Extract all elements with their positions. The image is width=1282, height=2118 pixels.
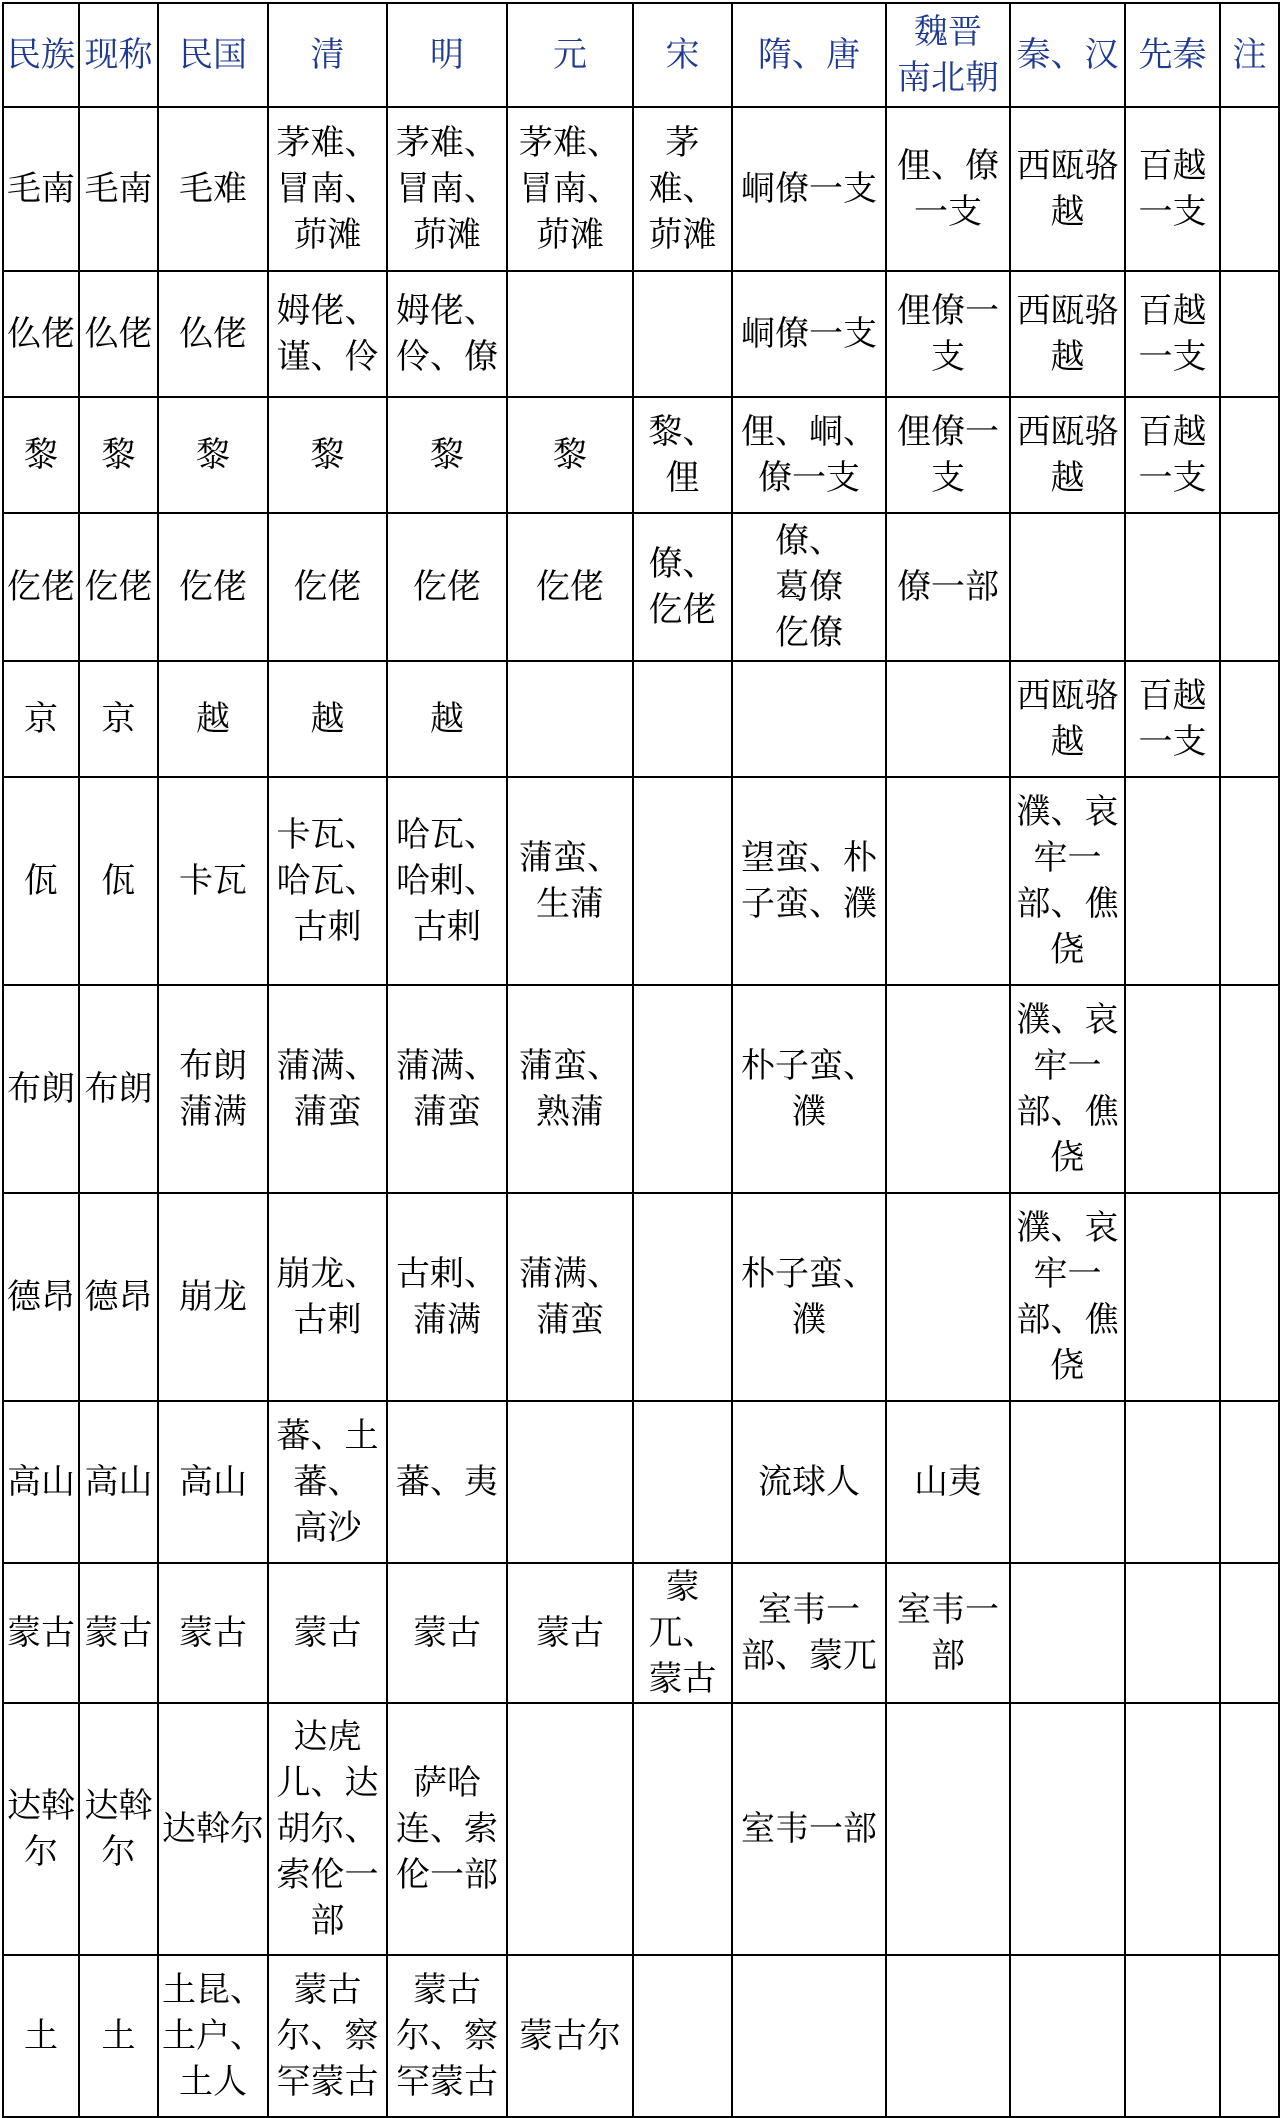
table-cell — [1220, 397, 1279, 513]
table-cell: 崩龙 — [158, 1193, 268, 1401]
table-cell: 濮、哀 牢一 部、僬 侥 — [1010, 985, 1125, 1193]
table-cell: 蕃、土 蕃、 高沙 — [268, 1401, 387, 1563]
table-cell: 京 — [3, 661, 79, 777]
table-row — [3, 397, 1279, 513]
table-cell: 蒲满、 蒲蛮 — [268, 985, 387, 1193]
table-row — [3, 513, 1279, 661]
table-cell — [1125, 1563, 1220, 1703]
column-header: 隋、唐 — [732, 3, 886, 107]
table-cell: 朴子蛮、 濮 — [732, 1193, 886, 1401]
table-cell: 越 — [158, 661, 268, 777]
table-cell: 蒙古尔 — [507, 1955, 633, 2117]
table-cell: 茅难、 冒南、 茆滩 — [507, 107, 633, 271]
table-cell: 达斡尔 — [158, 1703, 268, 1955]
table-cell — [1125, 1401, 1220, 1563]
table-cell — [633, 1193, 732, 1401]
table-cell: 黎 — [3, 397, 79, 513]
table-cell — [1010, 513, 1125, 661]
column-header: 民族 — [3, 3, 79, 107]
table-cell: 高山 — [158, 1401, 268, 1563]
table-cell: 俚、僚 一支 — [886, 107, 1010, 271]
table-cell: 布朗 蒲满 — [158, 985, 268, 1193]
table-row — [3, 107, 1279, 271]
table-cell — [507, 1703, 633, 1955]
table-cell: 僚、 仡佬 — [633, 513, 732, 661]
table-cell: 濮、哀 牢一 部、僬 侥 — [1010, 777, 1125, 985]
table-cell: 百越 一支 — [1125, 107, 1220, 271]
table-row — [3, 985, 1279, 1193]
table-cell: 百越 一支 — [1125, 271, 1220, 397]
table-cell — [1220, 1955, 1279, 2117]
table-cell: 俚僚一 支 — [886, 397, 1010, 513]
table-cell: 蒙古 — [507, 1563, 633, 1703]
column-header: 宋 — [633, 3, 732, 107]
table-row — [3, 271, 1279, 397]
table-cell: 山夷 — [886, 1401, 1010, 1563]
table-cell — [1125, 1955, 1220, 2117]
table-row — [3, 1955, 1279, 2117]
table-cell: 布朗 — [3, 985, 79, 1193]
table-cell: 古剌、 蒲满 — [387, 1193, 507, 1401]
table-row — [3, 777, 1279, 985]
column-header: 元 — [507, 3, 633, 107]
table-cell — [1220, 1193, 1279, 1401]
table-cell: 黎 — [79, 397, 158, 513]
table-cell: 仡佬 — [3, 513, 79, 661]
table-cell: 土 — [79, 1955, 158, 2117]
table-cell: 高山 — [3, 1401, 79, 1563]
table-cell — [1010, 1703, 1125, 1955]
table-cell: 萨哈 连、索 伦一部 — [387, 1703, 507, 1955]
table-cell — [1220, 271, 1279, 397]
table-cell — [1010, 1401, 1125, 1563]
table-body — [3, 107, 1279, 2117]
table-cell: 蒙古 — [3, 1563, 79, 1703]
table-cell: 蒙古 — [387, 1563, 507, 1703]
table-cell: 室韦一 部、蒙兀 — [732, 1563, 886, 1703]
table-cell: 黎 — [507, 397, 633, 513]
table-cell — [1125, 985, 1220, 1193]
table-cell: 蒙古 — [268, 1563, 387, 1703]
table-cell: 京 — [79, 661, 158, 777]
table-cell — [507, 661, 633, 777]
table-cell: 毛难 — [158, 107, 268, 271]
table-cell — [1220, 1401, 1279, 1563]
table-row — [3, 1563, 1279, 1703]
table-cell — [886, 661, 1010, 777]
table-cell: 蒙古 尔、察 罕蒙古 — [268, 1955, 387, 2117]
table-cell: 蒙古 — [79, 1563, 158, 1703]
table-cell — [886, 1703, 1010, 1955]
table-cell: 黎 — [387, 397, 507, 513]
table-cell: 德昂 — [3, 1193, 79, 1401]
table-cell — [507, 1401, 633, 1563]
table-cell: 僚一部 — [886, 513, 1010, 661]
table-cell — [1125, 513, 1220, 661]
table-cell: 仡佬 — [387, 513, 507, 661]
column-header: 清 — [268, 3, 387, 107]
table-row — [3, 1401, 1279, 1563]
table-cell: 黎 — [268, 397, 387, 513]
table-cell: 仡佬 — [158, 513, 268, 661]
table-cell: 蒲满、 蒲蛮 — [507, 1193, 633, 1401]
table-cell — [633, 985, 732, 1193]
table-cell: 越 — [387, 661, 507, 777]
table-cell: 茅难、 冒南、 茆滩 — [387, 107, 507, 271]
table-cell: 望蛮、朴 子蛮、濮 — [732, 777, 886, 985]
table-cell: 蕃、夷 — [387, 1401, 507, 1563]
column-header: 现称 — [79, 3, 158, 107]
table-cell: 茅难、 冒南、 茆滩 — [268, 107, 387, 271]
table-cell: 仫佬 — [3, 271, 79, 397]
table-cell: 仫佬 — [158, 271, 268, 397]
table-cell: 黎、 俚 — [633, 397, 732, 513]
table-cell — [1125, 1703, 1220, 1955]
table-cell: 西瓯骆 越 — [1010, 661, 1125, 777]
table-cell — [1125, 1193, 1220, 1401]
table-cell: 毛南 — [3, 107, 79, 271]
table-cell — [1220, 1703, 1279, 1955]
table-cell: 西瓯骆 越 — [1010, 397, 1125, 513]
column-header: 魏晋 南北朝 — [886, 3, 1010, 107]
table-cell — [1220, 1563, 1279, 1703]
table-cell — [1220, 513, 1279, 661]
table-cell: 蒲满、 蒲蛮 — [387, 985, 507, 1193]
table-cell — [1220, 661, 1279, 777]
table-cell: 黎 — [158, 397, 268, 513]
ethnic-names-table — [2, 2, 1280, 2118]
table-cell: 佤 — [3, 777, 79, 985]
table-cell — [886, 985, 1010, 1193]
table-cell — [633, 1401, 732, 1563]
table-cell: 朴子蛮、 濮 — [732, 985, 886, 1193]
header-row — [3, 3, 1279, 107]
column-header: 明 — [387, 3, 507, 107]
table-cell: 俚僚一 支 — [886, 271, 1010, 397]
table-cell — [886, 777, 1010, 985]
table-cell — [633, 271, 732, 397]
column-header: 先秦 — [1125, 3, 1220, 107]
table-cell: 毛南 — [79, 107, 158, 271]
table-cell — [1010, 1955, 1125, 2117]
table-cell: 室韦一部 — [732, 1703, 886, 1955]
table-cell: 俚、峒、 僚一支 — [732, 397, 886, 513]
table-cell: 卡瓦 — [158, 777, 268, 985]
table-cell — [633, 661, 732, 777]
table-cell — [633, 1703, 732, 1955]
table-cell: 佤 — [79, 777, 158, 985]
table-cell: 布朗 — [79, 985, 158, 1193]
table-cell — [732, 661, 886, 777]
column-header: 民国 — [158, 3, 268, 107]
table-cell: 流球人 — [732, 1401, 886, 1563]
table-cell: 蒙古 尔、察 罕蒙古 — [387, 1955, 507, 2117]
table-cell: 西瓯骆 越 — [1010, 107, 1125, 271]
table-cell: 仡佬 — [79, 513, 158, 661]
table-cell: 仫佬 — [79, 271, 158, 397]
table-cell: 越 — [268, 661, 387, 777]
table-cell — [633, 1955, 732, 2117]
table-cell: 达斡 尔 — [79, 1703, 158, 1955]
table-cell: 濮、哀 牢一 部、僬 侥 — [1010, 1193, 1125, 1401]
table-cell: 蒲蛮、 熟蒲 — [507, 985, 633, 1193]
column-header: 秦、汉 — [1010, 3, 1125, 107]
table-cell: 茅难、 茆滩 — [633, 107, 732, 271]
table-cell: 姆佬、 谨、伶 — [268, 271, 387, 397]
column-header: 注 — [1220, 3, 1279, 107]
table-cell: 德昂 — [79, 1193, 158, 1401]
table-cell: 哈瓦、 哈剌、 古剌 — [387, 777, 507, 985]
table-cell: 仡佬 — [268, 513, 387, 661]
table-row — [3, 1703, 1279, 1955]
table-cell: 百越 一支 — [1125, 397, 1220, 513]
table-cell: 室韦一 部 — [886, 1563, 1010, 1703]
table-cell — [1010, 1563, 1125, 1703]
table-cell: 仡佬 — [507, 513, 633, 661]
table-cell: 蒙古 — [158, 1563, 268, 1703]
table-cell — [732, 1955, 886, 2117]
table-cell: 卡瓦、 哈瓦、 古刺 — [268, 777, 387, 985]
table-cell: 土昆、 土户、 土人 — [158, 1955, 268, 2117]
table-cell: 达虎 儿、达 胡尔、 索伦一 部 — [268, 1703, 387, 1955]
table-cell — [507, 271, 633, 397]
table-cell: 崩龙、 古剌 — [268, 1193, 387, 1401]
table-row — [3, 1193, 1279, 1401]
table-cell — [886, 1193, 1010, 1401]
table-row — [3, 661, 1279, 777]
table-cell: 西瓯骆 越 — [1010, 271, 1125, 397]
table-cell: 土 — [3, 1955, 79, 2117]
table-cell — [1220, 985, 1279, 1193]
table-cell: 姆佬、 伶、僚 — [387, 271, 507, 397]
table-cell — [1220, 777, 1279, 985]
table-cell: 蒲蛮、 生蒲 — [507, 777, 633, 985]
table-cell: 高山 — [79, 1401, 158, 1563]
table-cell — [1125, 777, 1220, 985]
table-cell: 百越 一支 — [1125, 661, 1220, 777]
table-cell: 僚、 葛僚 仡僚 — [732, 513, 886, 661]
table-cell: 蒙兀、 蒙古 — [633, 1563, 732, 1703]
table-cell: 达斡 尔 — [3, 1703, 79, 1955]
table-cell: 峒僚一支 — [732, 271, 886, 397]
table-cell — [886, 1955, 1010, 2117]
table-cell — [633, 777, 732, 985]
table-cell: 峒僚一支 — [732, 107, 886, 271]
table-cell — [1220, 107, 1279, 271]
